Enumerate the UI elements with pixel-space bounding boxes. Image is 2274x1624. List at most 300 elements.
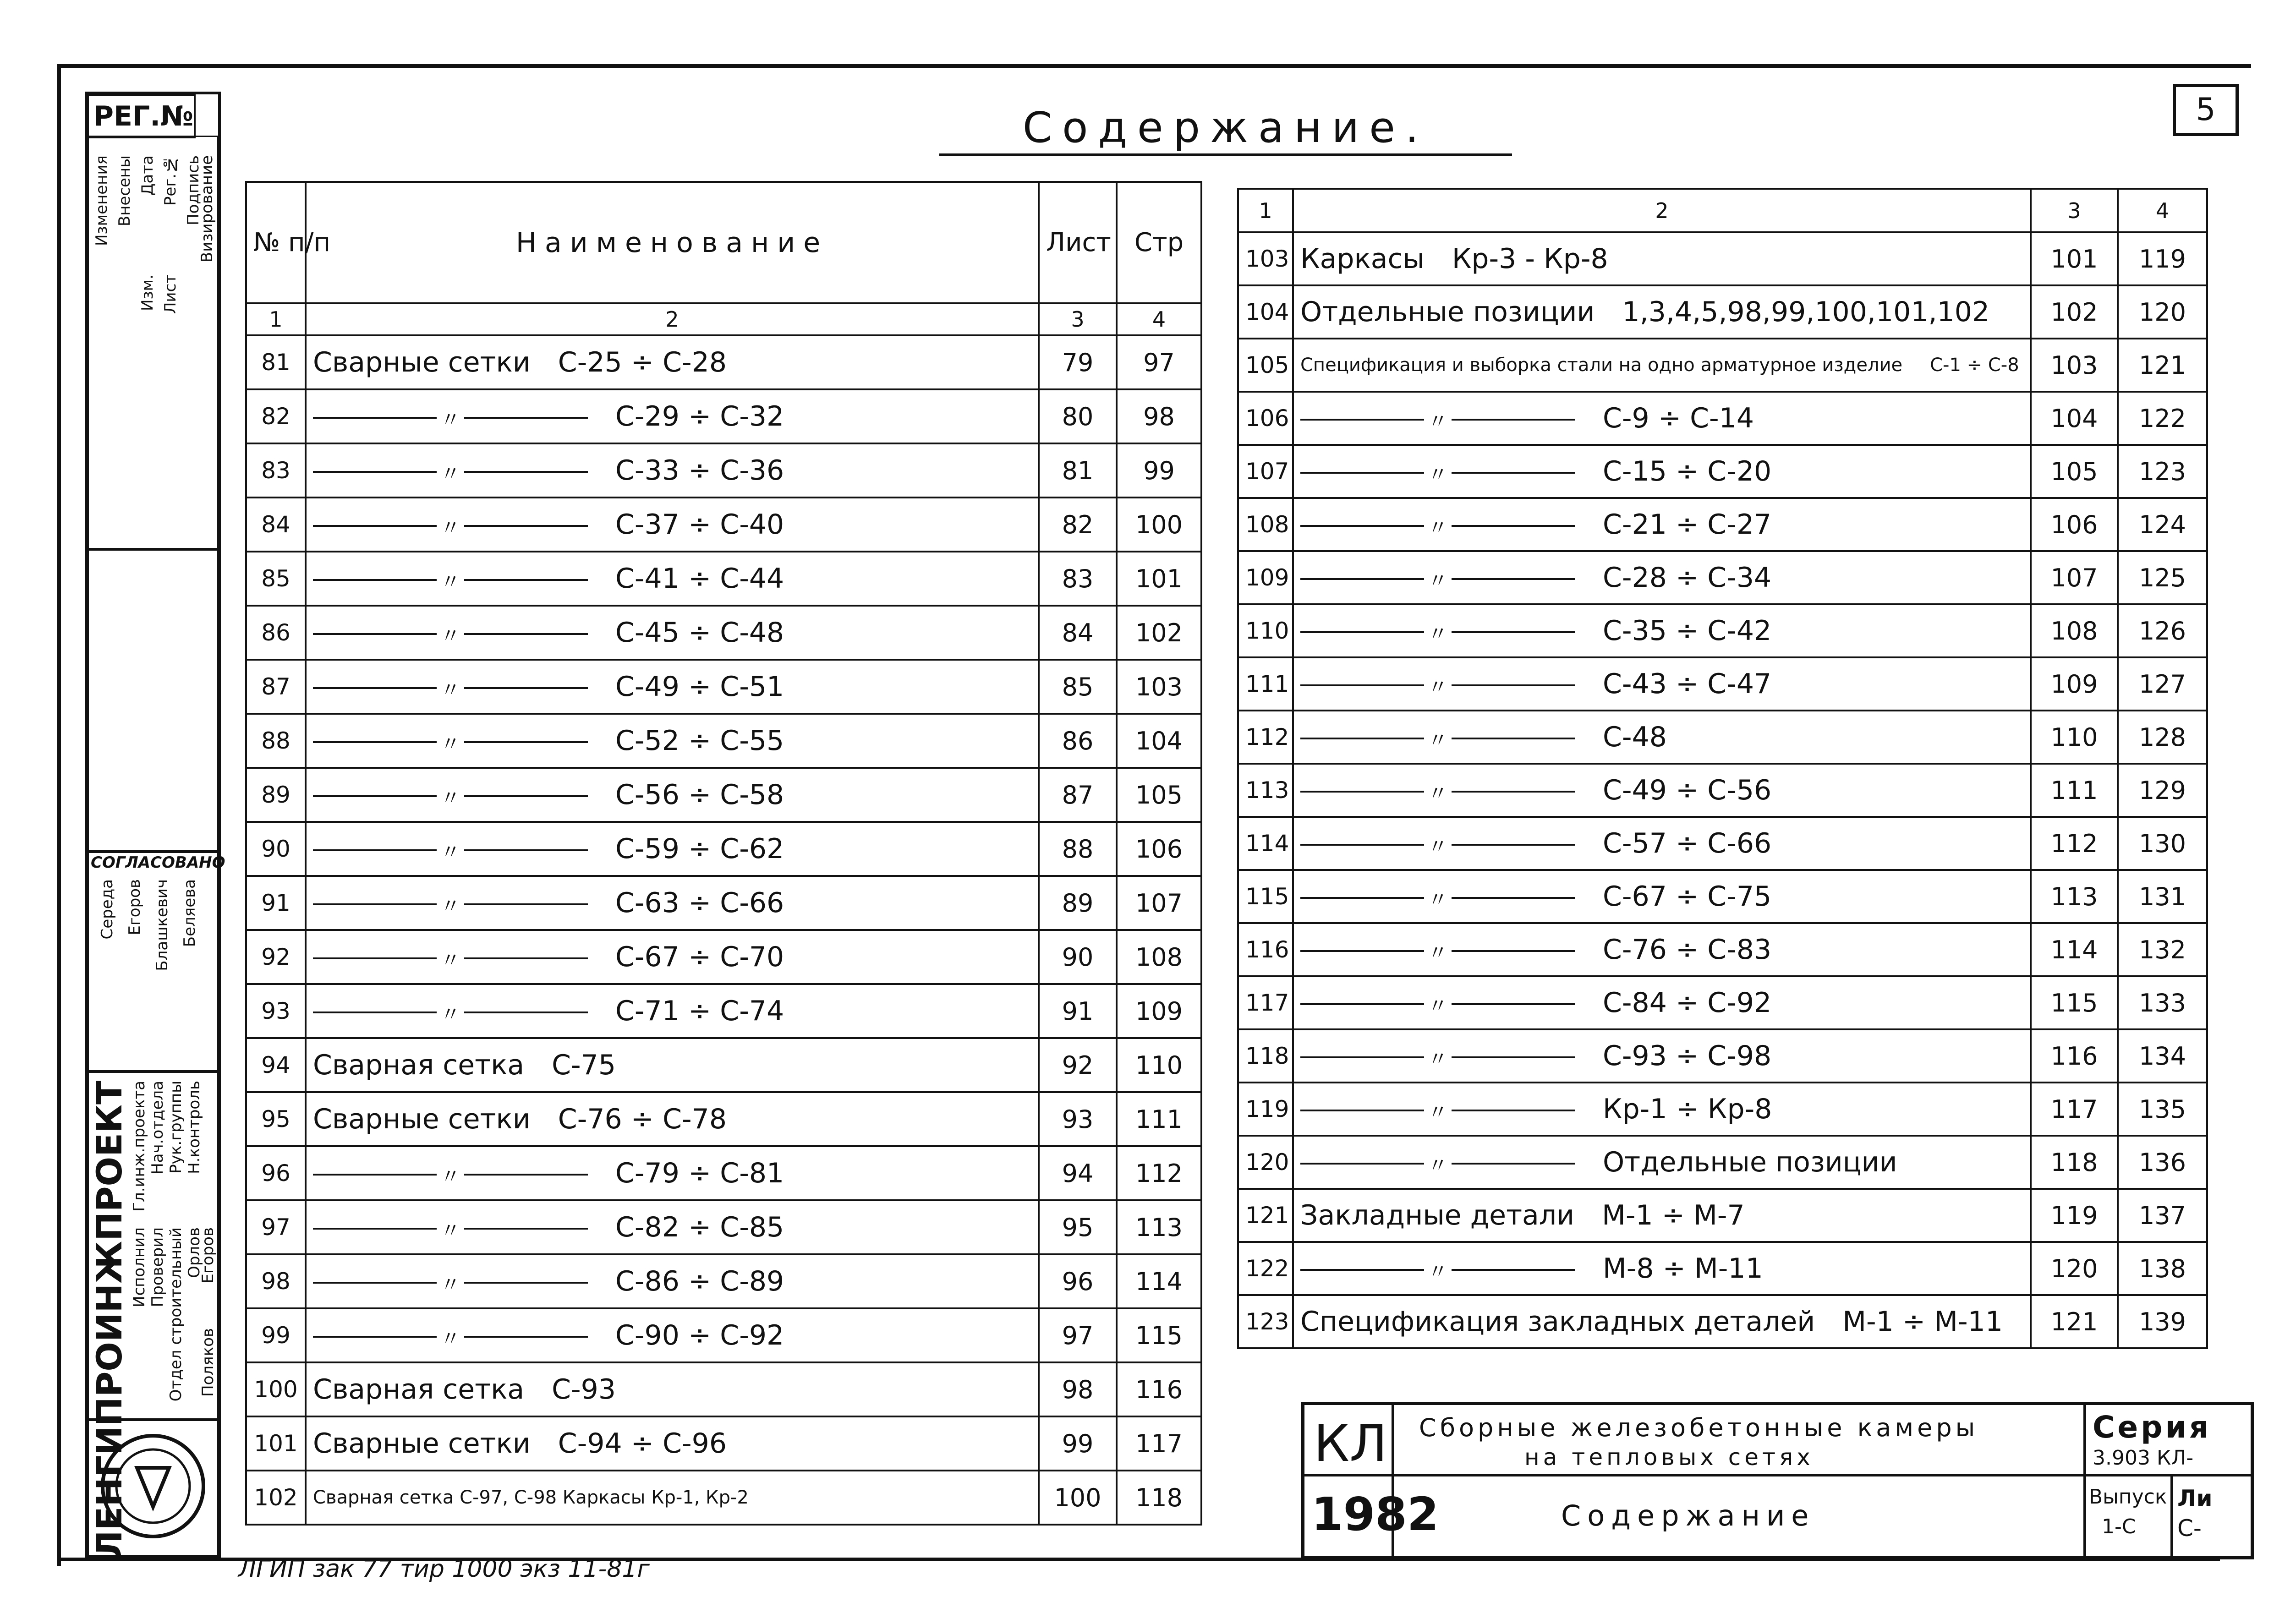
row-title: [306, 1200, 1039, 1254]
row-title: [1293, 711, 2031, 764]
row-code: С-67 ÷ С-70: [615, 940, 784, 973]
changes-header-6: Лист: [161, 274, 180, 314]
row-page: 114: [1117, 1254, 1201, 1308]
row-number: 95: [246, 1092, 306, 1146]
row-code: С-59 ÷ С-62: [615, 832, 784, 865]
row-number: 108: [1238, 498, 1293, 551]
row-page: 137: [2118, 1189, 2207, 1242]
table-header-row: [246, 182, 1201, 303]
ditto-dash-right: [464, 1282, 588, 1284]
row-sheet: 97: [1039, 1308, 1117, 1362]
row-code: С-52 ÷ С-55: [615, 724, 784, 757]
row-title: [1293, 232, 2031, 285]
row-number: 87: [246, 660, 306, 714]
agreed-name-4: Беляева: [181, 879, 199, 947]
row-number: 113: [1238, 764, 1293, 817]
row-number: 105: [1238, 339, 1293, 392]
row-sheet: 80: [1039, 389, 1117, 443]
row-code: С-48: [1603, 721, 1667, 753]
dept-name: Отдел строительный: [167, 1227, 185, 1402]
role-1: Гл.инж.проекта: [130, 1081, 148, 1212]
row-title: [306, 930, 1039, 984]
person-2: Егоров: [199, 1227, 217, 1284]
row-number: 103: [1238, 232, 1293, 285]
ditto-dash-left: [1300, 578, 1424, 580]
col-number-3: 3: [1039, 303, 1117, 335]
row-code: С-41 ÷ С-44: [615, 562, 784, 595]
row-number: 82: [246, 389, 306, 443]
row-name: Каркасы: [1300, 243, 1425, 275]
row-sheet: 81: [1039, 443, 1117, 498]
row-page: 128: [2118, 711, 2207, 764]
row-number: 121: [1238, 1189, 1293, 1242]
row-number: 97: [246, 1200, 306, 1254]
row-code: Отдельные позиции: [1603, 1146, 1897, 1178]
ditto-dash-left: [313, 957, 437, 959]
row-sheet: 99: [1039, 1416, 1117, 1471]
row-title: [1293, 604, 2031, 657]
row-code: 1,3,4,5,98,99,100,101,102: [1622, 296, 1990, 328]
ditto-mark: 〃: [440, 1327, 460, 1351]
row-code: С-33 ÷ С-36: [615, 454, 784, 487]
ditto-dash-left: [1300, 1056, 1424, 1058]
row-sheet: 101: [2031, 232, 2118, 285]
ditto-dash-right: [1452, 525, 1575, 527]
row-title: [1293, 1242, 2031, 1295]
ditto-dash-right: [464, 957, 588, 959]
table-row: [1238, 1295, 2207, 1348]
row-number: 96: [246, 1146, 306, 1200]
ditto-dash-right: [464, 903, 588, 905]
row-code: С-37 ÷ С-40: [615, 508, 784, 541]
page-title: Содержание.: [1022, 103, 1429, 152]
table-row: [246, 335, 1201, 389]
title-underline: [939, 153, 1512, 156]
ditto-mark: 〃: [440, 1165, 460, 1189]
row-sheet: 87: [1039, 768, 1117, 822]
table-row: [1238, 976, 2207, 1029]
ditto-mark: 〃: [1428, 569, 1448, 593]
ditto-mark: 〃: [1428, 782, 1448, 806]
agreed-block: [88, 850, 225, 1073]
doc-year: 1982: [1311, 1487, 1439, 1541]
row-sheet: 115: [2031, 976, 2118, 1029]
ditto-dash-right: [1452, 472, 1575, 474]
table-row: [1238, 1083, 2207, 1136]
row-number: 109: [1238, 551, 1293, 604]
row-page: 131: [2118, 870, 2207, 923]
ditto-dash-right: [1452, 419, 1575, 421]
row-code: С-45 ÷ С-48: [615, 616, 784, 649]
row-number: 99: [246, 1308, 306, 1362]
col-number-1-right: 1: [1238, 189, 1293, 232]
row-title: [306, 1254, 1039, 1308]
table-row: [1238, 285, 2207, 339]
row-page: 135: [2118, 1083, 2207, 1136]
row-sheet: 107: [2031, 551, 2118, 604]
ditto-dash-right: [1452, 897, 1575, 899]
row-sheet: 100: [1039, 1471, 1117, 1525]
table-row: [246, 1254, 1201, 1308]
ditto-mark: 〃: [1428, 463, 1448, 487]
table-row: [246, 1362, 1201, 1416]
ditto-mark: 〃: [1428, 1101, 1448, 1125]
ditto-dash-right: [464, 1012, 588, 1013]
row-page: 121: [2118, 339, 2207, 392]
ditto-dash-left: [313, 1282, 437, 1284]
row-page: 126: [2118, 604, 2207, 657]
row-number: 117: [1238, 976, 1293, 1029]
row-title: [306, 1362, 1039, 1416]
agreed-name-1: Середа: [98, 879, 116, 940]
person-1: Орлов: [185, 1227, 203, 1278]
row-code: С-94 ÷ С-96: [558, 1427, 727, 1460]
row-code: С-86 ÷ С-89: [615, 1265, 784, 1297]
row-page: 112: [1117, 1146, 1201, 1200]
table-row: [246, 660, 1201, 714]
row-sheet: 104: [2031, 392, 2118, 445]
ditto-dash-right: [464, 741, 588, 743]
row-title: [1293, 551, 2031, 604]
changes-header-2: Внесены: [115, 155, 134, 227]
series-label: Серия: [2093, 1410, 2212, 1445]
ditto-dash-left: [313, 417, 437, 419]
ditto-mark: 〃: [440, 678, 460, 702]
person-3: Поляков: [199, 1328, 217, 1397]
changes-header-4: Рег.№: [161, 155, 180, 206]
role-5: Исполнил: [130, 1227, 148, 1307]
ditto-mark: 〃: [440, 570, 460, 594]
row-code: С-93: [552, 1373, 616, 1405]
header-page: Стр: [1117, 182, 1201, 303]
series-value: 3.903 КЛ-: [2093, 1446, 2194, 1470]
changes-header-5: Изм.: [138, 274, 157, 311]
row-title: [1293, 445, 2031, 498]
row-number: 89: [246, 768, 306, 822]
table-row: [1238, 1242, 2207, 1295]
row-number: 119: [1238, 1083, 1293, 1136]
project-title-1: Сборные железобетонные камеры: [1419, 1413, 1979, 1442]
row-title: [306, 552, 1039, 606]
row-page: 127: [2118, 657, 2207, 711]
ditto-dash-left: [313, 687, 437, 689]
row-page: 105: [1117, 768, 1201, 822]
ditto-dash-right: [1452, 1003, 1575, 1005]
ditto-mark: 〃: [440, 1273, 460, 1297]
row-title: [306, 1308, 1039, 1362]
table-row: [246, 1146, 1201, 1200]
row-page: 116: [1117, 1362, 1201, 1416]
issue-value: 1-С: [2102, 1515, 2136, 1538]
ditto-mark: 〃: [440, 949, 460, 973]
table-row: [1238, 339, 2207, 392]
row-code: М-8 ÷ М-11: [1603, 1252, 1763, 1285]
table-row: [246, 984, 1201, 1038]
row-page: 102: [1117, 606, 1201, 660]
table-row: [246, 606, 1201, 660]
table-row: [1238, 551, 2207, 604]
signatures-block: [88, 1070, 219, 1559]
row-page: 134: [2118, 1029, 2207, 1083]
row-page: 139: [2118, 1295, 2207, 1348]
institute-logo: [93, 1427, 213, 1546]
row-code: С-93 ÷ С-98: [1603, 1039, 1772, 1072]
row-title: [306, 984, 1039, 1038]
table-row: [1238, 1189, 2207, 1242]
changes-header-8: Визирование: [198, 155, 216, 263]
ditto-dash-left: [1300, 472, 1424, 474]
row-code: С-63 ÷ С-66: [615, 886, 784, 919]
ditto-dash-left: [313, 525, 437, 527]
row-page: 132: [2118, 923, 2207, 976]
row-number: 100: [246, 1362, 306, 1416]
row-name: Спецификация закладных деталей: [1300, 1306, 1815, 1338]
row-title: [306, 498, 1039, 552]
row-title: [306, 876, 1039, 930]
changes-header-1: Изменения: [93, 155, 111, 246]
row-title: [306, 768, 1039, 822]
table-row: [1238, 764, 2207, 817]
ditto-dash-right: [1452, 684, 1575, 686]
ditto-dash-right: [464, 417, 588, 419]
row-sheet: 79: [1039, 335, 1117, 389]
ditto-mark: 〃: [1428, 995, 1448, 1018]
row-title: [1293, 870, 2031, 923]
row-name: Отдельные позиции: [1300, 296, 1595, 328]
row-sheet: 105: [2031, 445, 2118, 498]
row-code: С-90 ÷ С-92: [615, 1319, 784, 1351]
table-row: [246, 1471, 1201, 1525]
ditto-dash-right: [464, 633, 588, 635]
reg-cell: [88, 94, 196, 138]
ditto-mark: 〃: [440, 408, 460, 432]
table-row: [246, 768, 1201, 822]
side-stamp: [85, 92, 225, 1559]
row-code: С-71 ÷ С-74: [615, 995, 784, 1027]
row-code: Кр-3 - Кр-8: [1452, 243, 1608, 275]
row-number: 120: [1238, 1136, 1293, 1189]
row-title: [306, 389, 1039, 443]
row-sheet: 112: [2031, 817, 2118, 870]
ditto-dash-left: [1300, 525, 1424, 527]
row-sheet: 93: [1039, 1092, 1117, 1146]
ditto-mark: 〃: [1428, 623, 1448, 646]
row-page: 129: [2118, 764, 2207, 817]
header-name: Наименование: [306, 182, 1039, 303]
ditto-dash-right: [464, 525, 588, 527]
ditto-dash-right: [464, 1228, 588, 1230]
row-page: 109: [1117, 984, 1201, 1038]
ditto-dash-left: [1300, 1110, 1424, 1111]
table-row: [246, 822, 1201, 876]
issue-label: Выпуск: [2089, 1485, 2167, 1509]
row-page: 119: [2118, 232, 2207, 285]
row-name: Сварная сетка: [313, 1373, 525, 1405]
row-title: [306, 335, 1039, 389]
row-page: 117: [1117, 1416, 1201, 1471]
row-page: 138: [2118, 1242, 2207, 1295]
row-number: 81: [246, 335, 306, 389]
ditto-dash-left: [313, 1228, 437, 1230]
row-name: Сварные сетки: [313, 1103, 531, 1135]
row-name: Сварные сетки: [313, 1427, 531, 1460]
header-no: № п/п: [246, 182, 306, 303]
row-code: С-49 ÷ С-56: [1603, 774, 1772, 806]
row-code: М-1 ÷ М-7: [1602, 1199, 1745, 1231]
ditto-mark: 〃: [1428, 410, 1448, 434]
right-table-body: [1238, 232, 2207, 1348]
row-sheet: 113: [2031, 870, 2118, 923]
row-sheet: 96: [1039, 1254, 1117, 1308]
doc-code: КЛ: [1314, 1414, 1387, 1473]
row-number: 93: [246, 984, 306, 1038]
row-sheet: 85: [1039, 660, 1117, 714]
blank-block: [88, 548, 219, 853]
ditto-dash-right: [464, 1336, 588, 1338]
ditto-dash-right: [1452, 738, 1575, 739]
row-code: С-9 ÷ С-14: [1603, 402, 1754, 434]
role-2: Нач.отдела: [148, 1081, 167, 1175]
ditto-dash-right: [1452, 791, 1575, 793]
row-code: С-21 ÷ С-27: [1603, 508, 1772, 541]
ditto-mark: 〃: [1428, 941, 1448, 965]
ditto-dash-right: [464, 471, 588, 473]
ditto-mark: 〃: [1428, 835, 1448, 859]
ditto-mark: 〃: [440, 841, 460, 864]
ditto-dash-right: [1452, 1163, 1575, 1165]
row-sheet: 116: [2031, 1029, 2118, 1083]
row-number: 116: [1238, 923, 1293, 976]
ditto-dash-left: [1300, 419, 1424, 421]
row-name: Сварная сетка: [313, 1049, 525, 1081]
title-block: [1301, 1402, 2254, 1559]
row-sheet: 98: [1039, 1362, 1117, 1416]
row-title: [306, 714, 1039, 768]
table-row: [1238, 498, 2207, 551]
table-row: [1238, 711, 2207, 764]
row-page: 111: [1117, 1092, 1201, 1146]
row-number: 114: [1238, 817, 1293, 870]
ditto-dash-left: [1300, 1269, 1424, 1271]
row-page: 100: [1117, 498, 1201, 552]
ditto-mark: 〃: [440, 1219, 460, 1243]
ditto-mark: 〃: [1428, 516, 1448, 540]
ditto-dash-left: [1300, 631, 1424, 633]
role-4: Н.контроль: [185, 1081, 203, 1174]
row-code: С-29 ÷ С-32: [615, 400, 784, 432]
row-name: Сварная сетка С-97, С-98 Каркасы Кр-1, Кр-2: [313, 1487, 749, 1508]
row-sheet: 88: [1039, 822, 1117, 876]
row-title: [306, 606, 1039, 660]
row-code: С-1 ÷ С-8: [1930, 355, 2019, 376]
row-page: 122: [2118, 392, 2207, 445]
row-title: [1293, 1136, 2031, 1189]
row-code: С-76 ÷ С-78: [558, 1103, 727, 1135]
agreed-label: СОГЛАСОВАНО: [91, 853, 225, 872]
ditto-mark: 〃: [440, 787, 460, 810]
ditto-dash-right: [1452, 1110, 1575, 1111]
row-sheet: 119: [2031, 1189, 2118, 1242]
row-number: 122: [1238, 1242, 1293, 1295]
row-sheet: 111: [2031, 764, 2118, 817]
ditto-mark: 〃: [1428, 1048, 1448, 1072]
reg-label: РЕГ.№: [93, 100, 194, 132]
table-row: [246, 714, 1201, 768]
row-page: 113: [1117, 1200, 1201, 1254]
row-code: Кр-1 ÷ Кр-8: [1603, 1093, 1772, 1125]
row-number: 102: [246, 1471, 306, 1525]
row-page: 98: [1117, 389, 1201, 443]
row-sheet: 90: [1039, 930, 1117, 984]
table-row: [1238, 232, 2207, 285]
ditto-dash-left: [1300, 950, 1424, 952]
table-row: [1238, 657, 2207, 711]
col-number-3-right: 3: [2031, 189, 2118, 232]
table-row: [246, 443, 1201, 498]
row-sheet: 102: [2031, 285, 2118, 339]
ditto-mark: 〃: [440, 1003, 460, 1027]
row-title: [306, 1038, 1039, 1092]
column-numbers-row-right: [1238, 189, 2207, 232]
ditto-mark: 〃: [440, 516, 460, 540]
project-title-2: на тепловых сетях: [1524, 1444, 1814, 1471]
row-code: С-25 ÷ С-28: [558, 346, 727, 378]
row-sheet: 91: [1039, 984, 1117, 1038]
row-title: [306, 1146, 1039, 1200]
col-number-4-right: 4: [2118, 189, 2207, 232]
row-code: С-76 ÷ С-83: [1603, 933, 1772, 966]
ditto-dash-left: [1300, 844, 1424, 846]
agreed-name-3: Блашкевич: [153, 879, 171, 971]
ditto-dash-left: [313, 633, 437, 635]
row-number: 85: [246, 552, 306, 606]
row-code: С-75: [552, 1049, 616, 1081]
row-sheet: 109: [2031, 657, 2118, 711]
ditto-mark: 〃: [1428, 1260, 1448, 1284]
contents-table-left: [245, 181, 1202, 1526]
row-name: Сварные сетки: [313, 346, 531, 378]
ditto-dash-left: [313, 1174, 437, 1176]
row-code: М-1 ÷ М-11: [1842, 1306, 2003, 1338]
ditto-dash-right: [464, 1174, 588, 1176]
row-number: 98: [246, 1254, 306, 1308]
row-page: 130: [2118, 817, 2207, 870]
row-title: [1293, 817, 2031, 870]
role-6: Проверил: [148, 1227, 167, 1307]
row-code: С-57 ÷ С-66: [1603, 827, 1772, 859]
col-number-2: 2: [306, 303, 1039, 335]
row-sheet: 84: [1039, 606, 1117, 660]
ditto-mark: 〃: [440, 624, 460, 648]
row-sheet: 106: [2031, 498, 2118, 551]
list-label: Ли: [2177, 1485, 2213, 1512]
ditto-dash-right: [464, 687, 588, 689]
row-title: [1293, 1083, 2031, 1136]
row-code: С-49 ÷ С-51: [615, 670, 784, 703]
table-row: [246, 552, 1201, 606]
ditto-mark: 〃: [1428, 729, 1448, 753]
row-name: Спецификация и выборка стали на одно арматурное изделие: [1300, 355, 1903, 376]
ditto-mark: 〃: [1428, 888, 1448, 912]
row-page: 136: [2118, 1136, 2207, 1189]
row-title: [306, 822, 1039, 876]
row-number: 112: [1238, 711, 1293, 764]
row-number: 91: [246, 876, 306, 930]
table-row: [246, 930, 1201, 984]
ditto-dash-right: [464, 579, 588, 581]
contents-table-right: [1237, 188, 2208, 1349]
row-title: [306, 1471, 1039, 1525]
